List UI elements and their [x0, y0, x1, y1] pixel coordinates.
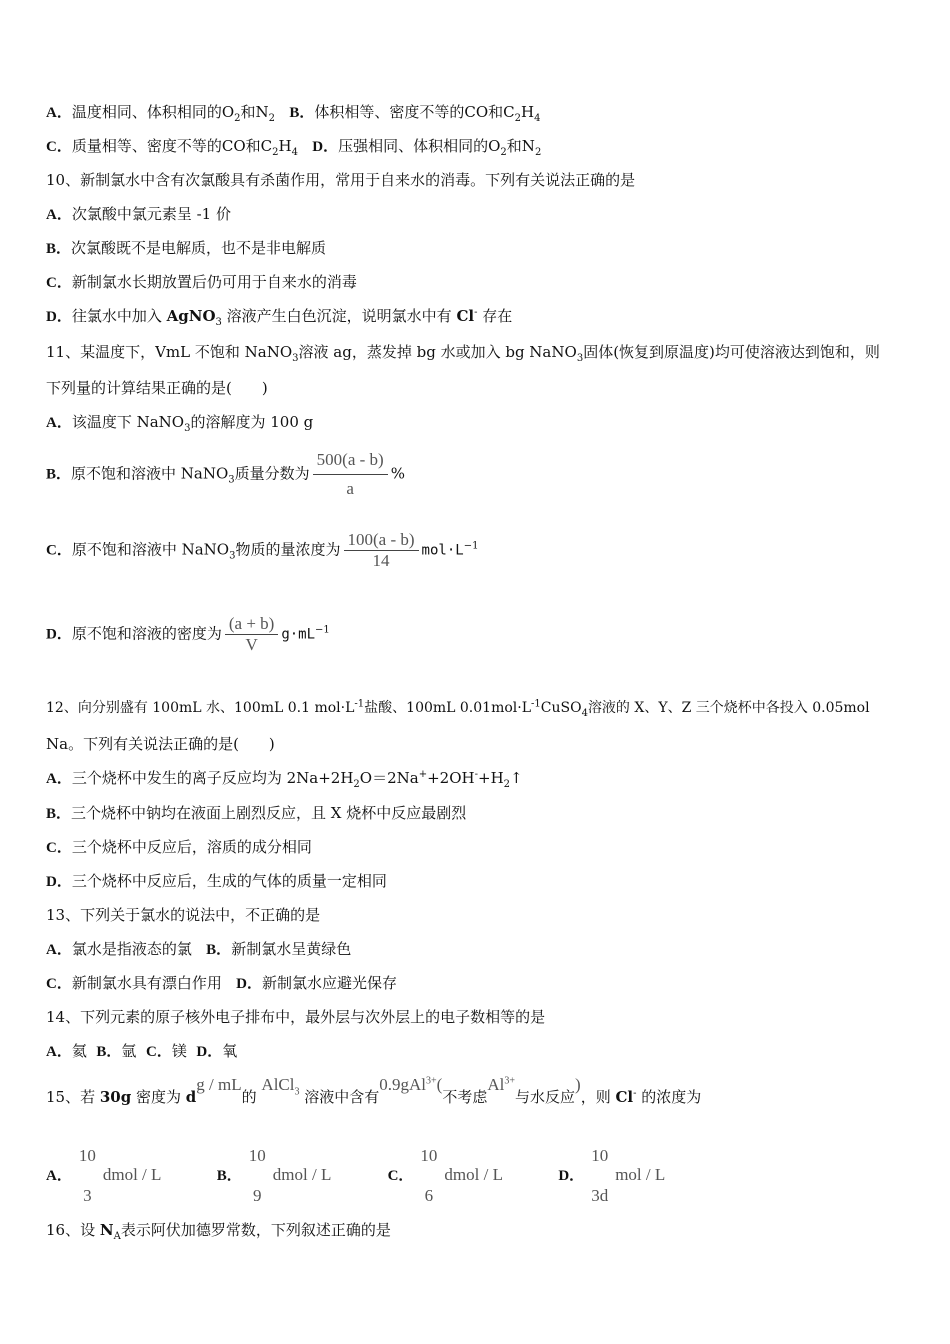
subscript: A: [113, 1231, 121, 1242]
option-text: 温度相同、体积相同的O: [71, 103, 235, 121]
formula: Cl: [615, 1088, 634, 1106]
q12-option-a: [46, 768, 523, 789]
q11-option-a: [46, 412, 313, 433]
stem-text: 的: [241, 1088, 257, 1106]
superscript: -: [474, 307, 478, 318]
subscript: 4: [291, 147, 298, 158]
stem-text: 密度为: [131, 1088, 186, 1106]
option-label: C．: [387, 1168, 414, 1184]
fraction-denominator: V: [225, 634, 278, 655]
fraction-denominator: 6: [424, 1186, 434, 1205]
option-text: +H: [478, 769, 504, 787]
stem-text: 溶液中含有: [304, 1088, 380, 1106]
q15-option-c: [388, 1136, 554, 1216]
formula: d: [185, 1088, 197, 1106]
formula-text: Al: [487, 1075, 505, 1094]
q12-option-b: [46, 803, 466, 824]
option-label: A．: [46, 207, 72, 223]
option-text: H: [521, 103, 535, 121]
option-label: D．: [236, 976, 263, 992]
option-text: 的溶解度为 100 g: [190, 413, 314, 431]
stem-text: 盐酸、100mL 0.01mol·L: [364, 700, 532, 716]
q16-stem: [46, 1220, 391, 1240]
stem-text: ，则: [580, 1088, 616, 1106]
option-text: 质量分数为: [234, 464, 310, 483]
subscript: 4: [534, 113, 541, 124]
superscript: 3+: [504, 1075, 515, 1087]
option-label: A．: [46, 105, 72, 121]
formula: AgNO: [166, 307, 216, 325]
superscript: +: [418, 769, 428, 780]
option-label: B．: [46, 241, 72, 257]
option-text: H: [278, 137, 292, 155]
subscript: 2: [268, 113, 276, 124]
fraction: [344, 530, 419, 571]
option-label: B．: [206, 942, 232, 958]
paren: ): [575, 1075, 581, 1094]
fraction: [416, 1136, 441, 1216]
option-label: B．: [46, 806, 72, 822]
option-text: 氯水是指液态的氯: [71, 940, 192, 958]
fraction-denominator: 3d: [591, 1186, 609, 1205]
subscript: 2: [272, 147, 279, 158]
fraction-numerator: 500(a - b): [316, 450, 384, 469]
q10-option-a: [46, 204, 231, 225]
subscript: 2: [500, 147, 507, 158]
option-label: C．: [46, 275, 72, 291]
subscript: 2: [234, 113, 241, 124]
stem-text: 不考虑: [442, 1088, 488, 1106]
option-label: C．: [46, 840, 72, 856]
option-text: %: [390, 464, 405, 483]
option-label: D．: [46, 874, 72, 890]
stem-text: 固体(恢复到原温度)均可使溶液达到饱和，则: [583, 343, 880, 361]
option-label: D．: [558, 1168, 585, 1184]
superscript: -: [474, 769, 478, 780]
stem-text: 16、设: [46, 1221, 100, 1239]
formula: [379, 1075, 442, 1094]
option-text: 和N: [240, 103, 269, 121]
formula: 30g: [99, 1088, 132, 1106]
option-label: D．: [46, 309, 72, 325]
formula: [487, 1075, 515, 1094]
option-text: 和N: [506, 137, 535, 155]
fraction-numerator: 100(a - b): [347, 530, 415, 549]
option-text: 次氯酸既不是电解质，也不是非电解质: [71, 239, 327, 257]
option-label: D．: [312, 139, 339, 155]
q15-option-b: [217, 1136, 383, 1216]
fraction-numerator: 10: [420, 1146, 438, 1165]
fraction-denominator: a: [313, 474, 388, 503]
formula-text: AlCl: [261, 1075, 295, 1094]
option-label: D．: [46, 626, 72, 643]
superscript: −1: [463, 540, 479, 552]
stem-text: 与水反应: [515, 1088, 576, 1106]
q15-option-a: [46, 1136, 212, 1216]
unit: dmol / L: [102, 1165, 162, 1184]
option-text: 氩: [121, 1042, 137, 1060]
fraction: [587, 1136, 612, 1216]
q12-stem-line2: Na。下列有关说法正确的是( ): [46, 735, 275, 753]
q12-option-c: [46, 837, 312, 858]
subscript: 3: [294, 1086, 300, 1098]
subscript: 3: [228, 474, 235, 486]
option-text: 新制氯水应避光保存: [262, 974, 398, 992]
q14-stem: 14、下列元素的原子核外电子排布中，最外层与次外层上的电子数相等的是: [46, 1008, 546, 1026]
option-text: 原不饱和溶液中 NaNO: [71, 464, 229, 483]
option-text: 压强相同、体积相同的O: [338, 137, 501, 155]
stem-text: 表示阿伏加德罗常数，下列叙述正确的是: [120, 1221, 391, 1239]
subscript: 3: [215, 317, 222, 328]
subscript: 3: [229, 550, 236, 562]
option-text: O＝2Na: [359, 769, 419, 787]
option-text: 往氯水中加入: [71, 307, 167, 325]
subscript: 4: [581, 707, 588, 719]
option-label: A．: [46, 942, 72, 958]
option-text: 原不饱和溶液中 NaNO: [71, 540, 230, 559]
q15-option-d: [558, 1136, 665, 1216]
q9-options-row1: [46, 102, 540, 123]
option-text: 存在: [477, 307, 513, 325]
option-text: 原不饱和溶液的密度为: [71, 624, 222, 643]
option-text: 该温度下 NaNO: [71, 413, 185, 431]
unit: g / mL: [196, 1075, 242, 1094]
option-label: B．: [289, 105, 315, 121]
fraction-numerator: (a + b): [228, 614, 275, 633]
option-text: 氦: [71, 1042, 87, 1060]
stem-text: CuSO: [540, 700, 582, 716]
q11-option-c: [46, 530, 478, 571]
subscript: 3: [292, 353, 299, 364]
option-text: 溶液产生白色沉淀，说明氯水中有: [221, 307, 457, 325]
option-text: mol·L: [421, 542, 464, 559]
q12-option-d: [46, 871, 387, 892]
fraction-numerator: 10: [591, 1146, 609, 1165]
subscript: 2: [534, 147, 542, 158]
paren: (: [436, 1075, 443, 1094]
stem-text: 11、某温度下，VmL 不饱和 NaNO: [46, 343, 293, 361]
unit: dmol / L: [444, 1165, 503, 1184]
fraction: [245, 1136, 270, 1216]
q10-option-b: [46, 238, 326, 259]
fraction: [225, 614, 278, 655]
q11-stem-line1: [46, 342, 880, 362]
fraction-denominator: 14: [344, 550, 419, 571]
option-text: 三个烧杯中反应后，生成的气体的质量一定相同: [71, 872, 387, 890]
q13-options-row2: [46, 973, 397, 994]
option-label: C．: [145, 1044, 172, 1060]
option-label: A．: [46, 771, 72, 787]
fraction: [75, 1136, 100, 1216]
q11-option-b: [46, 446, 405, 503]
q12-stem-line1: [46, 698, 870, 718]
option-text: 镁: [171, 1042, 187, 1060]
subscript: 3: [184, 423, 191, 434]
option-text: g·mL: [281, 626, 316, 643]
formula: Cl: [456, 307, 475, 325]
option-text: 质量相等、密度不等的CO和C: [71, 137, 273, 155]
stem-text: 的浓度为: [636, 1088, 702, 1106]
fraction-denominator: 9: [253, 1186, 262, 1205]
unit: dmol / L: [272, 1165, 332, 1184]
option-label: B．: [96, 1044, 122, 1060]
formula: N: [99, 1221, 114, 1239]
option-text: 三个烧杯中反应后，溶质的成分相同: [71, 838, 312, 856]
superscript: -1: [354, 698, 365, 710]
subscript: 2: [514, 113, 522, 124]
option-text: 体积相等、密度不等的CO和C: [314, 103, 515, 121]
option-label: D．: [196, 1044, 223, 1060]
option-text: ↑: [510, 769, 523, 787]
option-label: C．: [46, 976, 72, 992]
option-text: 次氯酸中氯元素呈 -1 价: [71, 205, 231, 223]
stem-text: 溶液的 X、Y、Z 三个烧杯中各投入 0.05mol: [587, 700, 870, 716]
q11-stem-line2: 下列量的计算结果正确的是( ): [46, 379, 268, 397]
option-label: A．: [46, 1044, 72, 1060]
fraction-numerator: 10: [78, 1146, 96, 1165]
subscript: 2: [503, 779, 511, 790]
formula-text: 0.9gAl: [379, 1075, 427, 1094]
q15-stem: [46, 1075, 702, 1107]
superscript: -: [633, 1088, 637, 1099]
option-text: 新制氯水具有漂白作用: [71, 974, 222, 992]
q10-stem: 10、新制氯水中含有次氯酸具有杀菌作用，常用于自来水的消毒。下列有关说法正确的是: [46, 171, 636, 189]
stem-text: 溶液 ag，蒸发掉 bg 水或加入 bg NaNO: [298, 343, 577, 361]
option-label: A．: [46, 1168, 72, 1184]
q10-option-c: [46, 272, 357, 293]
superscript: −1: [315, 624, 330, 636]
superscript: -1: [531, 698, 541, 710]
option-text: 三个烧杯中发生的离子反应均为 2Na+2H: [71, 769, 354, 787]
q15-options: [46, 1136, 665, 1216]
q11-option-d: [46, 614, 330, 655]
option-text: 新制氯水呈黄绿色: [231, 940, 352, 958]
fraction-denominator: 3: [83, 1186, 92, 1205]
option-text: 物质的量浓度为: [235, 540, 341, 559]
option-label: B．: [216, 1168, 242, 1184]
fraction-numerator: 10: [248, 1146, 266, 1165]
q13-options-row1: [46, 939, 351, 960]
option-label: B．: [46, 466, 72, 483]
option-text: 三个烧杯中钠均在液面上剧烈反应，且 X 烧杯中反应最剧烈: [71, 804, 467, 822]
fraction: [313, 446, 388, 503]
q14-options: [46, 1041, 237, 1062]
superscript: 3+: [426, 1075, 437, 1087]
option-text: 新制氯水长期放置后仍可用于自来水的消毒: [71, 273, 357, 291]
q13-stem: 13、下列关于氯水的说法中，不正确的是: [46, 906, 321, 924]
q10-option-d: [46, 306, 512, 327]
option-label: C．: [46, 139, 72, 155]
stem-text: 15、若: [46, 1088, 100, 1106]
subscript: 2: [353, 779, 360, 790]
option-label: A．: [46, 415, 72, 431]
q9-options-row2: [46, 136, 541, 157]
option-text: 氧: [222, 1042, 238, 1060]
stem-text: 12、向分别盛有 100mL 水、100mL 0.1 mol·L: [46, 700, 355, 716]
subscript: 3: [576, 353, 584, 364]
unit: mol / L: [615, 1165, 666, 1184]
option-text: +2OH: [427, 769, 475, 787]
option-label: C．: [46, 542, 72, 559]
formula: [261, 1075, 300, 1098]
